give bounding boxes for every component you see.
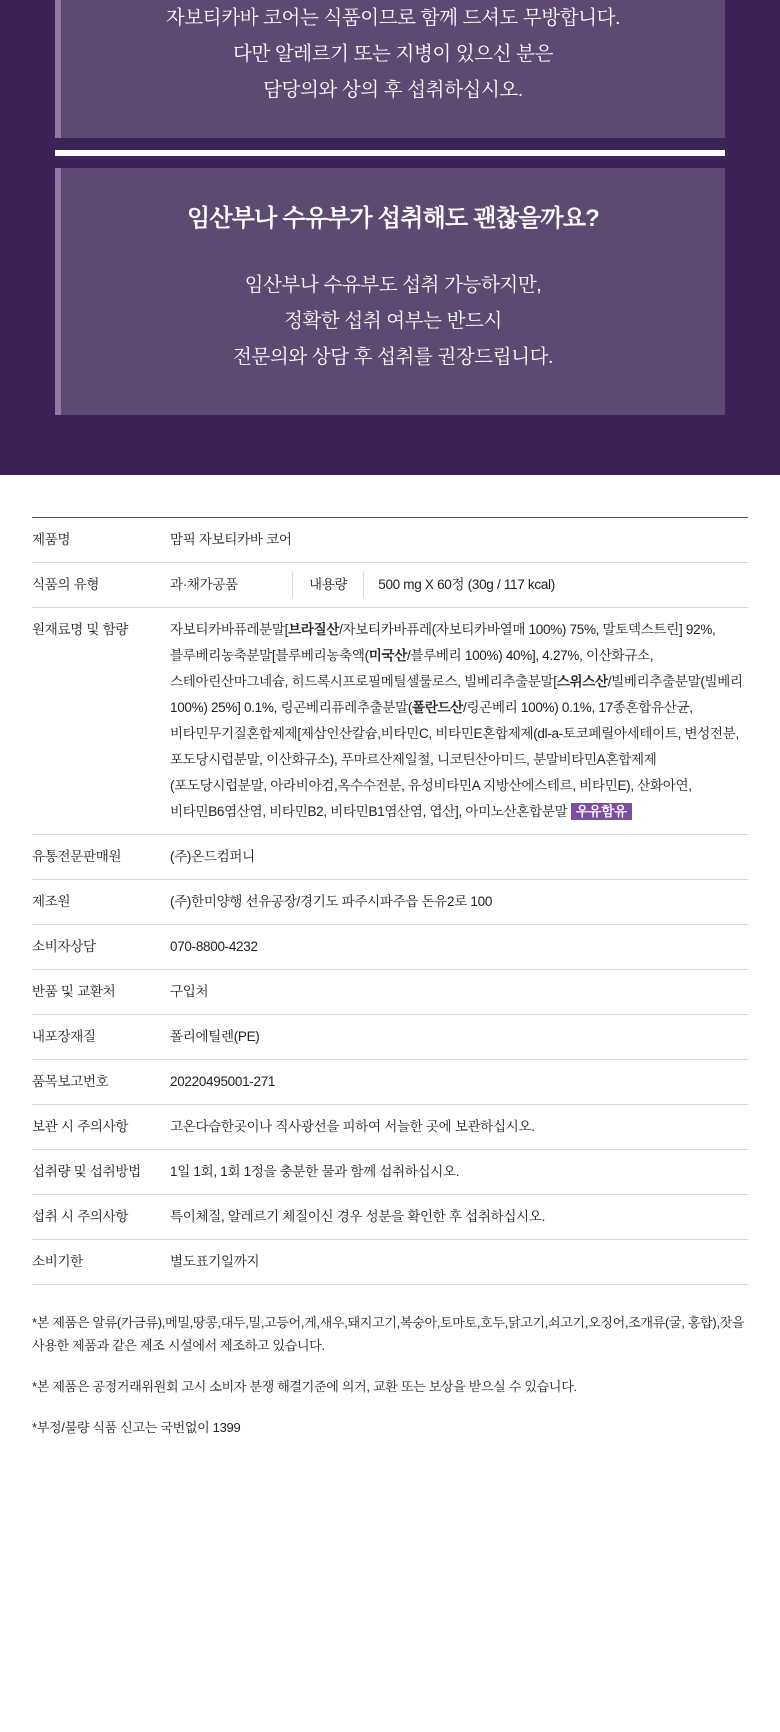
hero-answer-line-1: 임산부나 수유부도 섭취 가능하지만, [244, 274, 542, 296]
row-label: 제조원 [32, 894, 71, 909]
hero-answer-line-2: 정확한 섭취 여부는 반드시 [284, 310, 502, 332]
milk-allergen-badge: 우유함유 [571, 803, 632, 820]
hero-top-line-1: 자보티카바 코어는 식품이므로 함께 드셔도 무방합니다. [165, 7, 621, 29]
hero-top-line-2: 다만 알레르기 또는 지병이 있으신 분은 [232, 43, 554, 65]
table-row [32, 1060, 748, 1105]
row-value: (주)온드컴퍼니 [170, 849, 255, 864]
value-food-type-and-volume [170, 563, 748, 608]
hero-section [0, 0, 780, 475]
row-value: 폴리에틸렌(PE) [170, 1029, 260, 1044]
product-info-body [32, 518, 748, 835]
ingredients-text [170, 617, 748, 825]
footnote-2: *본 제품은 공정거래위원회 고시 소비자 분쟁 해결기준에 의거, 교환 또는 보상을 받으실 수 있습니다. [32, 1379, 577, 1394]
table-row [32, 970, 748, 1015]
table-row [32, 1240, 748, 1285]
faq-question-title: 임산부나 수유부가 섭취해도 괜찮을까요? [187, 205, 599, 232]
table-row-product-name [32, 518, 748, 563]
table-row [32, 1015, 748, 1060]
faq-card-bottom [55, 168, 725, 415]
product-info-table [32, 517, 748, 1285]
row-value: (주)한미양행 선유공장/경기도 파주시파주읍 돈유2로 100 [170, 894, 493, 909]
table-row [32, 835, 748, 880]
row-label: 유통전문판매원 [32, 849, 122, 864]
value-ingredients [170, 608, 748, 835]
value-food-type: 과·채가공품 [170, 577, 238, 592]
row-label: 내포장재질 [32, 1029, 96, 1044]
label-food-type: 식품의 유형 [32, 577, 100, 592]
footnotes-section [0, 1285, 780, 1479]
faq-answer-top [61, 0, 725, 138]
row-label: 소비자상담 [32, 939, 96, 954]
hero-answer-line-3: 전문의와 상담 후 섭취를 권장드립니다. [232, 346, 554, 368]
value-product-name: 맘픽 자보티카바 코어 [170, 532, 292, 547]
row-value: 고온다습한곳이나 직사광선을 피하여 서늘한 곳에 보관하십시오. [170, 1119, 535, 1134]
food-type-volume-row [170, 572, 748, 598]
table-row [32, 880, 748, 925]
label-volume: 내용량 [292, 572, 364, 598]
footnote-1: *본 제품은 알류(가금류),메밀,땅콩,대두,밀,고등어,게,새우,돼지고기,복숭아,토마토,호두,닭고기,쇠고기,오징어,조개류(굴, 홍합),잣을 사용한 제품과 같은 제조 시설에서 제조하고 있습니다. [32, 1315, 745, 1353]
section-divider [55, 150, 725, 156]
value-volume: 500 mg X 60정 (30g / 117 kcal) [378, 577, 555, 592]
row-value: 특이체질, 알레르기 체질이신 경우 성분을 확인한 후 섭취하십시오. [170, 1209, 546, 1224]
faq-card-top [55, 0, 725, 138]
table-row-food-type [32, 563, 748, 608]
row-value: 구입처 [170, 984, 209, 999]
table-row [32, 1195, 748, 1240]
hero-inner [0, 0, 780, 415]
label-product-name: 제품명 [32, 532, 71, 547]
table-row-ingredients [32, 608, 748, 835]
table-row [32, 925, 748, 970]
ingredients-body: 자보티카바퓨레분말[브라질산/자보티카바퓨레(자보티카바열매 100%) 75%, 말토덱스트린] 92%, 블루베리농축분말[블루베리농축액(미국산/블루베리 100%) 40%], 4.27%, 이산화규소, 스테아린산마그네슘, 히드록시프로필메틸셀룰로스, 빌베리추출분말[스위스산/빌베리추출분말(빌베리 100%) 25%] 0.1%, 링곤베리퓨레추출분말(폴란드산/링곤베리 100%) 0.1%, 17종혼합유산균, 비타민무기질혼합제제[제삼인산칼슘,비타민C, 비타민E혼합제제(dl-a-토코페릴아세테이트, 변성전분, 포도당시럽분말, 이산화규소), 푸마르산제일철, 니코틴산아미드, 분말비타민A혼합제제(포도당시럽분말, 아라비아검,옥수수전분, 유성비타민A 지방산에스테르, 비타민E), 산화아연, 비타민B6염산염, 비타민B2, 비타민B1염산염, 엽산], 아미노산혼합분말 [170, 622, 743, 819]
row-value: 070-8800-4232 [170, 939, 258, 954]
row-value: 1일 1회, 1회 1정을 충분한 물과 함께 섭취하십시오. [170, 1164, 460, 1179]
table-row [32, 1105, 748, 1150]
hero-top-line-3: 담당의와 상의 후 섭취하십시오. [263, 79, 523, 101]
footnote-3: *부정/불량 식품 신고는 국번없이 1399 [32, 1420, 241, 1435]
product-info-section [0, 475, 780, 1285]
faq-question-block [61, 168, 725, 415]
row-value: 별도표기일까지 [170, 1254, 260, 1269]
row-label: 섭취 시 주의사항 [32, 1209, 129, 1224]
product-info-extra-rows [32, 835, 748, 1285]
table-row [32, 1150, 748, 1195]
label-ingredients: 원재료명 및 함량 [32, 622, 129, 637]
row-label: 보관 시 주의사항 [32, 1119, 129, 1134]
row-label: 반품 및 교환처 [32, 984, 116, 999]
row-label: 섭취량 및 섭취방법 [32, 1164, 141, 1179]
row-label: 품목보고번호 [32, 1074, 109, 1089]
row-value: 20220495001-271 [170, 1074, 276, 1089]
row-label: 소비기한 [32, 1254, 83, 1269]
